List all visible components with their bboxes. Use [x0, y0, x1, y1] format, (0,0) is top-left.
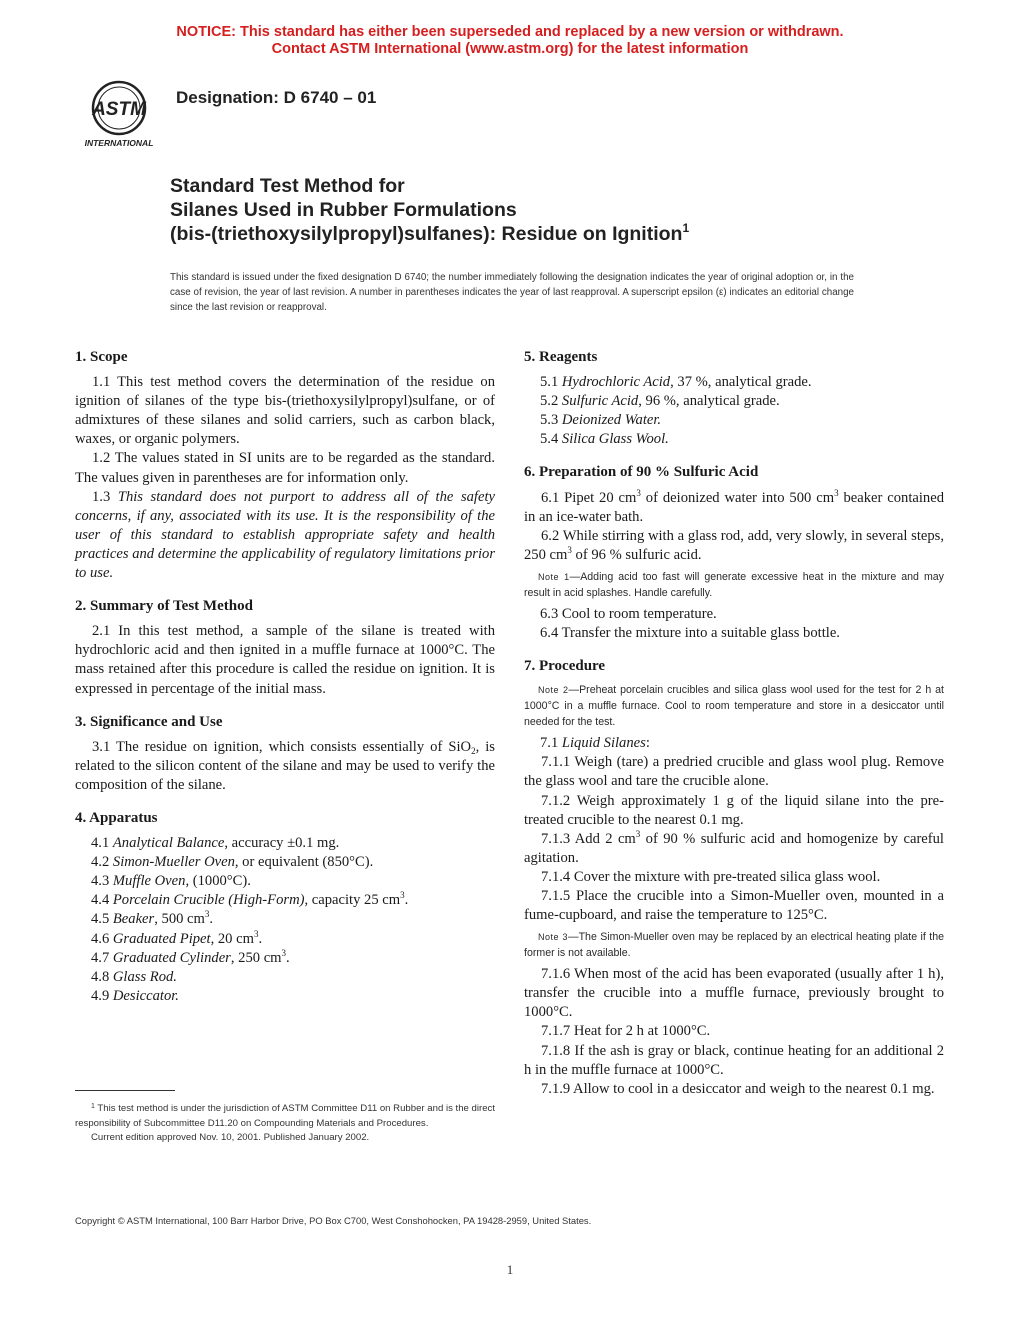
section-heading-summary: 2. Summary of Test Method — [75, 598, 253, 615]
paragraph-1-1: 1.1 This test method covers the determination of the residue on ignition of silanes of the type bis-(triethoxysilylpropyl)sulfane, or of admixtures of these silanes and solid carriers, such as carbon black, waxes, or organic polymers. — [75, 374, 495, 448]
issuance-note: This standard is issued under the fixed designation D 6740; the number immediately following the designation indicates the year of original adoption or, in the case of revision, the year of last revision. A number in parentheses indicates the year of last reapproval. A superscript epsilon (ε) indicates an editorial change since the last revision or reapproval. — [170, 272, 854, 313]
reagents-list — [524, 373, 944, 449]
designation: Designation: D 6740 – 01 — [176, 88, 377, 107]
title-line-1: Standard Test Method for — [170, 175, 405, 197]
list-item: 4.8 Glass Rod. — [91, 968, 177, 985]
page-number: 1 — [506, 1262, 514, 1277]
apparatus-list — [75, 834, 495, 1006]
notice-banner — [0, 24, 1020, 58]
section-heading-preparation: 6. Preparation of 90 % Sulfuric Acid — [524, 464, 759, 481]
paragraph-6-2: 6.2 While stirring with a glass rod, add, very slowly, in several steps, 250 $cm^3$ of 96 % sulfuric acid. — [524, 527, 944, 563]
paragraph-7-1-7: 7.1.7 Heat for 2 h at 1000°C. — [541, 1023, 711, 1040]
title-line-2: Silanes Used in Rubber Formulations — [170, 199, 517, 221]
list-item: 4.3 Muffle Oven, (1000°C). — [91, 873, 251, 890]
section-heading-scope: 1. Scope — [75, 349, 128, 365]
left-column — [75, 348, 495, 1006]
section-heading-apparatus: 4. Apparatus — [75, 809, 158, 826]
paragraph-6-3: 6.3 Cool to room temperature. — [540, 605, 717, 622]
copyright-line: Copyright © ASTM International, 100 Barr Harbor Drive, PO Box C700, West Conshohocken, PA 19428-2959, United States. — [75, 1215, 592, 1226]
paragraph-1-3: 1.3 This standard does not purport to address all of the safety concerns, if any, associated with its use. It is the responsibility of the user of this standard to establish appropriate safety and health practices and determine the applicability of regulatory limitations prior to use. — [75, 488, 495, 582]
list-item: 5.2 Sulfuric Acid, 96 %, analytical grade. — [540, 393, 780, 410]
note-2: Note 2—Preheat porcelain crucibles and silica glass wool used for the test for 2 h at 1000°C in a muffle furnace. Cool to room temperature and store in a desiccator until needed for the test. — [524, 684, 944, 729]
list-item: 5.3 Deionized Water. — [540, 412, 662, 429]
paragraph-7-1-2: 7.1.2 Weigh approximately 1 g of the liquid silane into the pre-treated crucible to the nearest 0.1 mg. — [524, 792, 944, 828]
logo-text: ASTM — [92, 99, 146, 120]
paragraph-7-1: 7.1 Liquid Silanes: — [540, 735, 650, 752]
list-item: 4.5 Beaker, 500 $cm^3$. — [91, 909, 214, 928]
list-item: 4.2 Simon-Mueller Oven, or equivalent (850°C). — [91, 854, 374, 871]
notice-line-2: Contact ASTM International (www.astm.org) for the latest information — [271, 41, 749, 57]
document-title — [170, 174, 870, 246]
paragraph-2-1: 2.1 In this test method, a sample of the silane is treated with hydrochloric acid and then ignited in a muffle furnace at 1000°C. The mass retained after this procedure is called the residue on ignition. It is expressed in percentage of the initial mass. — [75, 623, 495, 697]
list-item: 4.1 Analytical Balance, accuracy ±0.1 mg. — [91, 835, 340, 852]
paragraph-7-1-3: 7.1.3 Add 2 $cm^3$ of 90 % sulfuric acid and homogenize by careful agitation. — [524, 828, 944, 866]
paragraph-6-4: 6.4 Transfer the mixture into a suitable glass bottle. — [540, 625, 840, 642]
list-item: 5.4 Silica Glass Wool. — [540, 431, 669, 448]
paragraph-7-1-4: 7.1.4 Cover the mixture with pre-treated silica glass wool. — [541, 868, 881, 885]
list-item: 4.9 Desiccator. — [91, 987, 179, 1004]
note-1: Note 1—Adding acid too fast will generate excessive heat in the mixture and may result in acid splashes. Handle carefully. — [524, 570, 944, 599]
paragraph-7-1-5: 7.1.5 Place the crucible into a Simon-Mueller oven, mounted in a fume-cupboard, and raise the temperature to 125°C. — [524, 887, 944, 924]
list-item: 4.6 Graduated Pipet, 20 $cm^3$. — [91, 928, 263, 947]
list-item: 4.4 Porcelain Crucible (High-Form), capacity 25 $cm^3$. — [91, 890, 409, 909]
paragraph-7-1-9: 7.1.9 Allow to cool in a desiccator and weigh to the nearest 0.1 mg. — [541, 1080, 935, 1097]
footnote-edition: Current edition approved Nov. 10, 2001. Published January 2002. — [91, 1132, 370, 1143]
title-line-3-text: (bis-(triethoxysilylpropyl)sulfanes): Residue on Ignition — [170, 223, 683, 245]
notice-line-1: NOTICE: This standard has either been superseded and replaced by a new version or withdrawn. — [176, 24, 844, 40]
list-item: 5.1 Hydrochloric Acid, 37 %, analytical grade. — [540, 374, 812, 391]
logo-subtext: INTERNATIONAL — [84, 138, 154, 148]
paragraph-6-1: 6.1 Pipet 20 $cm^3$ of deionized water into 500 $cm^3$ beaker contained in an ice-water bath. — [524, 487, 944, 525]
footnote-1: $^1$ This test method is under the jurisdiction of ASTM Committee D11 on Rubber and is the direct responsibility of Subcommittee D11.20 on Compounding Materials and Procedures. — [75, 1103, 496, 1129]
footnote-rule — [75, 1090, 175, 1091]
paragraph-7-1-1: 7.1.1 Weigh (tare) a predried crucible and glass wool plug. Remove the glass wool and tare the crucible alone. — [524, 754, 944, 790]
paragraph-7-1-8: 7.1.8 If the ash is gray or black, continue heating for an additional 2 h in the muffle furnace at 1000°C. — [524, 1042, 944, 1078]
section-heading-reagents: 5. Reagents — [524, 349, 598, 365]
astm-logo — [76, 76, 162, 150]
paragraph-7-1-6: 7.1.6 When most of the acid has been evaporated (usually after 1 h), transfer the crucible into a muffle furnace, previously brought to 1000°C. — [524, 966, 944, 1021]
paragraph-3-1: 3.1 The residue on ignition, which consists essentially of SiO$_2$, is related to the silicon content of the silane and may be used to verify the composition of the silane. — [75, 738, 495, 793]
title-footnote-mark: 1 — [682, 221, 690, 235]
note-3: Note 3—The Simon-Mueller oven may be replaced by an electrical heating plate if the former is not available. — [524, 931, 944, 960]
title-line-3 — [170, 222, 870, 246]
section-heading-procedure: 7. Procedure — [524, 658, 606, 675]
right-column — [524, 348, 944, 1099]
section-heading-significance: 3. Significance and Use — [75, 713, 223, 730]
paragraph-1-2: 1.2 The values stated in SI units are to be regarded as the standard. The values given in parentheses are for information only. — [75, 450, 495, 486]
list-item: 4.7 Graduated Cylinder, 250 $cm^3$. — [91, 947, 290, 966]
footnote — [75, 1102, 495, 1146]
